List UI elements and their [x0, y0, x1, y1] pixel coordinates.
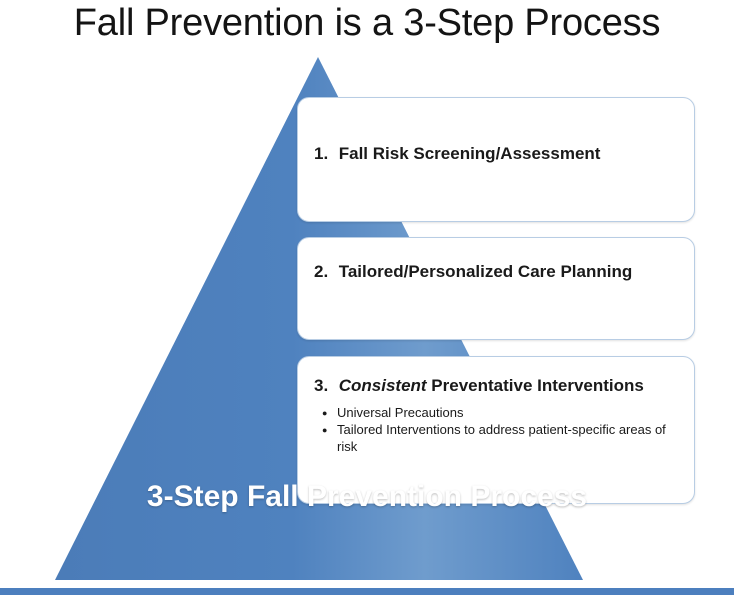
- pyramid-base-label: 3-Step Fall Prevention Process: [146, 480, 588, 513]
- step-3-number: 3.: [314, 376, 329, 395]
- step-1-text: [314, 143, 684, 166]
- step-3-text: [314, 375, 692, 398]
- step-box-2: [297, 237, 695, 340]
- step-box-1: [297, 97, 695, 222]
- list-item: ● Tailored Interventions to address patient-specific areas of risk: [322, 422, 682, 455]
- step-3-bullet-list: [322, 405, 682, 456]
- step-2-number: 2.: [314, 262, 329, 281]
- bottom-rule: [0, 588, 734, 595]
- page-title: Fall Prevention is a 3-Step Process: [73, 2, 661, 44]
- step-2-text: [314, 261, 644, 284]
- step-1-label: Fall Risk Screening/Assessment: [338, 144, 601, 163]
- step-1-number: 1.: [314, 144, 329, 163]
- list-item: ● Universal Precautions: [322, 405, 682, 421]
- step-3-emphasis: Consistent: [338, 376, 427, 395]
- step-3-label: Preventative Interventions: [426, 376, 644, 395]
- step-2-label: Tailored/Personalized Care Planning: [338, 262, 633, 281]
